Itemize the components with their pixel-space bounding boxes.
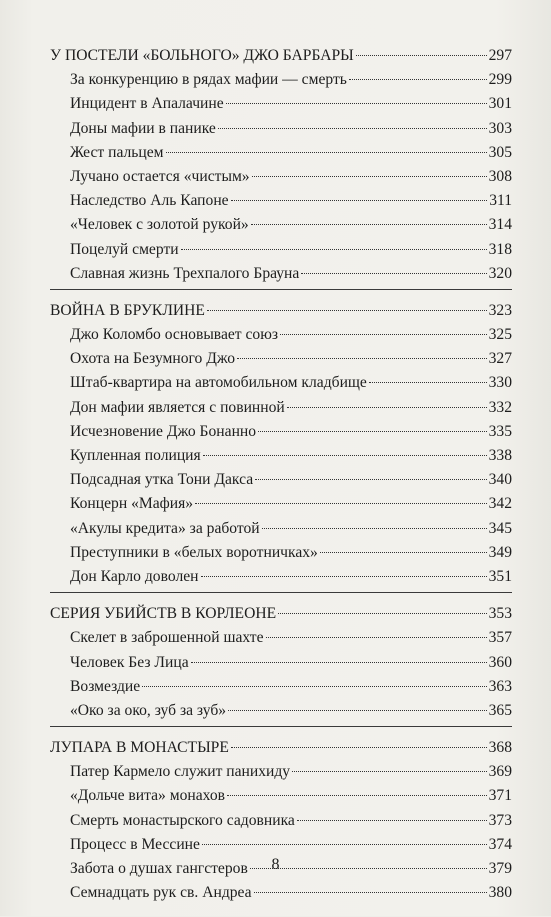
toc-entry bbox=[50, 833, 512, 857]
toc-entry-page: 338 bbox=[488, 447, 512, 464]
toc-entry-title: Скелет в заброшенной шахте bbox=[70, 629, 264, 647]
toc-entry bbox=[50, 541, 512, 565]
dot-leader bbox=[280, 334, 487, 335]
chapter-heading-title: ЛУПАРА В МОНАСТЫРЕ bbox=[50, 739, 229, 757]
toc-entry-title: Джо Коломбо основывает союз bbox=[70, 326, 279, 344]
toc-entry bbox=[50, 809, 512, 833]
toc-entry-page: 340 bbox=[488, 471, 512, 489]
dot-leader bbox=[252, 176, 487, 177]
toc-entry-title: «Акулы кредита» за работой bbox=[70, 519, 260, 537]
toc-entry-page: 320 bbox=[488, 264, 512, 282]
chapter-heading bbox=[50, 602, 512, 626]
toc-entry-page: 314 bbox=[488, 216, 512, 234]
dot-leader bbox=[237, 358, 487, 359]
toc-entry-page: 363 bbox=[488, 677, 512, 695]
chapter-heading-title: СЕРИЯ УБИЙСТВ В КОРЛЕОНЕ bbox=[50, 605, 277, 623]
dot-leader bbox=[166, 152, 487, 153]
toc-entry-title: Лучано остается «чистым» bbox=[70, 167, 250, 185]
table-of-contents bbox=[50, 44, 512, 917]
toc-entry-title: За конкуренцию в рядах мафии — смерть bbox=[70, 71, 347, 89]
chapter-heading-page: 368 bbox=[488, 739, 512, 757]
dot-leader bbox=[231, 200, 488, 201]
toc-entry bbox=[50, 189, 512, 213]
toc-entry-page: 357 bbox=[488, 629, 512, 647]
toc-entry bbox=[50, 238, 512, 262]
dot-leader bbox=[356, 55, 487, 56]
toc-entry-page: 369 bbox=[488, 763, 512, 781]
toc-entry bbox=[50, 651, 512, 675]
toc-entry-title: Инцидент в Апалачине bbox=[70, 95, 224, 113]
dot-leader bbox=[254, 892, 487, 893]
toc-entry bbox=[50, 262, 512, 286]
toc-entry bbox=[50, 699, 512, 723]
toc-entry-page: 365 bbox=[488, 701, 512, 719]
dot-leader bbox=[349, 79, 487, 80]
toc-entry-title: Штаб-квартира на автомобильном кладбище bbox=[70, 374, 367, 392]
toc-entry-title: Поцелуй смерти bbox=[70, 240, 179, 258]
dot-leader bbox=[218, 128, 487, 129]
toc-entry-page: 373 bbox=[488, 811, 512, 829]
dot-leader bbox=[231, 747, 487, 748]
dot-leader bbox=[292, 771, 487, 772]
chapter-heading-page: 297 bbox=[488, 47, 512, 64]
chapter-heading-page: 353 bbox=[488, 605, 512, 623]
toc-entry bbox=[50, 626, 512, 650]
toc-entry-page: 380 bbox=[488, 884, 512, 902]
toc-entry-title: Доны мафии в панике bbox=[70, 119, 216, 137]
chapter-heading bbox=[50, 736, 512, 760]
dot-leader bbox=[227, 795, 487, 796]
dot-leader bbox=[181, 249, 487, 250]
toc-entry-page: 325 bbox=[488, 326, 512, 344]
toc-entry bbox=[50, 371, 512, 395]
toc-entry-title: Преступники в «белых воротничках» bbox=[70, 543, 318, 561]
toc-entry-title: Купленная полиция bbox=[70, 447, 201, 464]
toc-entry-page: 305 bbox=[488, 143, 512, 161]
toc-entry bbox=[50, 565, 512, 589]
toc-entry-page: 371 bbox=[488, 787, 512, 805]
toc-entry bbox=[50, 323, 512, 347]
toc-entry-page: 332 bbox=[488, 398, 512, 416]
toc-entry-page: 318 bbox=[488, 240, 512, 258]
dot-leader bbox=[191, 662, 487, 663]
toc-entry-title: Семнадцать рук св. Андреа bbox=[70, 884, 252, 902]
toc-entry-title: Возмездие bbox=[70, 677, 141, 695]
toc-entry-title: Дон мафии является с повинной bbox=[70, 398, 285, 416]
toc-entry bbox=[50, 396, 512, 420]
toc-entry bbox=[50, 517, 512, 541]
toc-entry-page: 311 bbox=[489, 192, 512, 210]
toc-entry-title: Наследство Аль Капоне bbox=[70, 192, 229, 210]
toc-entry-title: Подсадная утка Тони Дакса bbox=[70, 471, 254, 489]
dot-leader bbox=[301, 273, 486, 274]
toc-section bbox=[50, 736, 512, 908]
toc-entry-page: 360 bbox=[488, 653, 512, 671]
toc-entry bbox=[50, 92, 512, 116]
chapter-heading bbox=[50, 299, 512, 323]
toc-entry-page: 349 bbox=[488, 543, 512, 561]
toc-entry-title: Охота на Безумного Джо bbox=[70, 350, 236, 368]
dot-leader bbox=[251, 224, 487, 225]
dot-leader bbox=[297, 820, 487, 821]
toc-entry-page: 327 bbox=[488, 350, 512, 368]
toc-entry-title: «Человек с золотой рукой» bbox=[70, 216, 249, 234]
toc-entry-page: 301 bbox=[488, 95, 512, 113]
toc-entry bbox=[50, 492, 512, 516]
toc-entry bbox=[50, 141, 512, 165]
dot-leader bbox=[320, 552, 487, 553]
toc-entry-page: 345 bbox=[488, 519, 512, 537]
toc-entry-title: Патер Кармело служит панихиду bbox=[70, 763, 291, 781]
toc-section bbox=[50, 44, 512, 290]
page-number: 8 bbox=[271, 856, 280, 873]
toc-entry bbox=[50, 881, 512, 905]
toc-entry-page: 374 bbox=[488, 835, 512, 853]
dot-leader bbox=[207, 310, 487, 311]
dot-leader bbox=[255, 479, 486, 480]
dot-leader bbox=[195, 503, 487, 504]
toc-entry-page: 351 bbox=[488, 567, 512, 585]
toc-entry bbox=[50, 117, 512, 141]
toc-entry-title: Забота о душах гангстеров bbox=[70, 860, 248, 877]
toc-entry-page: 303 bbox=[488, 119, 512, 137]
dot-leader bbox=[369, 382, 487, 383]
toc-section bbox=[50, 299, 512, 593]
toc-entry-title: Человек Без Лица bbox=[70, 653, 189, 671]
dot-leader bbox=[266, 637, 487, 638]
toc-entry-title: Жест пальцем bbox=[70, 143, 164, 161]
toc-entry bbox=[50, 420, 512, 444]
chapter-heading-title: ВОЙНА В БРУКЛИНЕ bbox=[50, 301, 205, 319]
toc-entry bbox=[50, 347, 512, 371]
toc-entry-title: Процесс в Мессине bbox=[70, 835, 200, 853]
toc-entry-title: Концерн «Мафия» bbox=[70, 495, 194, 513]
chapter-heading bbox=[50, 44, 512, 68]
toc-entry-page: 379 bbox=[488, 860, 512, 877]
toc-entry-title: Дон Карло доволен bbox=[70, 567, 199, 585]
toc-entry bbox=[50, 760, 512, 784]
dot-leader bbox=[142, 686, 486, 687]
dot-leader bbox=[278, 613, 486, 614]
dot-leader bbox=[203, 455, 487, 456]
dot-leader bbox=[228, 710, 487, 711]
dot-leader bbox=[287, 407, 487, 408]
toc-entry bbox=[50, 213, 512, 237]
dot-leader bbox=[202, 844, 487, 845]
toc-entry-page: 330 bbox=[488, 374, 512, 392]
chapter-heading-page: 323 bbox=[488, 301, 512, 319]
dot-leader bbox=[262, 528, 487, 529]
toc-entry-title: Исчезновение Джо Бонанно bbox=[70, 422, 257, 440]
dot-leader bbox=[226, 103, 487, 104]
dot-leader bbox=[201, 576, 487, 577]
toc-entry bbox=[50, 165, 512, 189]
toc-entry-page: 335 bbox=[488, 422, 512, 440]
toc-entry-page: 342 bbox=[488, 495, 512, 513]
toc-entry bbox=[50, 444, 512, 468]
toc-entry bbox=[50, 68, 512, 92]
toc-entry bbox=[50, 468, 512, 492]
toc-entry-title: Славная жизнь Трехпалого Брауна bbox=[70, 264, 300, 282]
toc-entry-title: «Дольче вита» монахов bbox=[70, 787, 226, 805]
chapter-heading-title: У ПОСТЕЛИ «БОЛЬНОГО» ДЖО БАРБАРЫ bbox=[50, 47, 354, 64]
toc-section bbox=[50, 602, 512, 727]
dot-leader bbox=[258, 431, 487, 432]
toc-entry-page: 299 bbox=[488, 71, 512, 89]
toc-entry bbox=[50, 784, 512, 808]
toc-entry bbox=[50, 675, 512, 699]
toc-entry-title: «Око за око, зуб за зуб» bbox=[70, 701, 227, 719]
toc-entry-page: 308 bbox=[488, 167, 512, 185]
toc-entry-title: Смерть монастырского садовника bbox=[70, 811, 295, 829]
